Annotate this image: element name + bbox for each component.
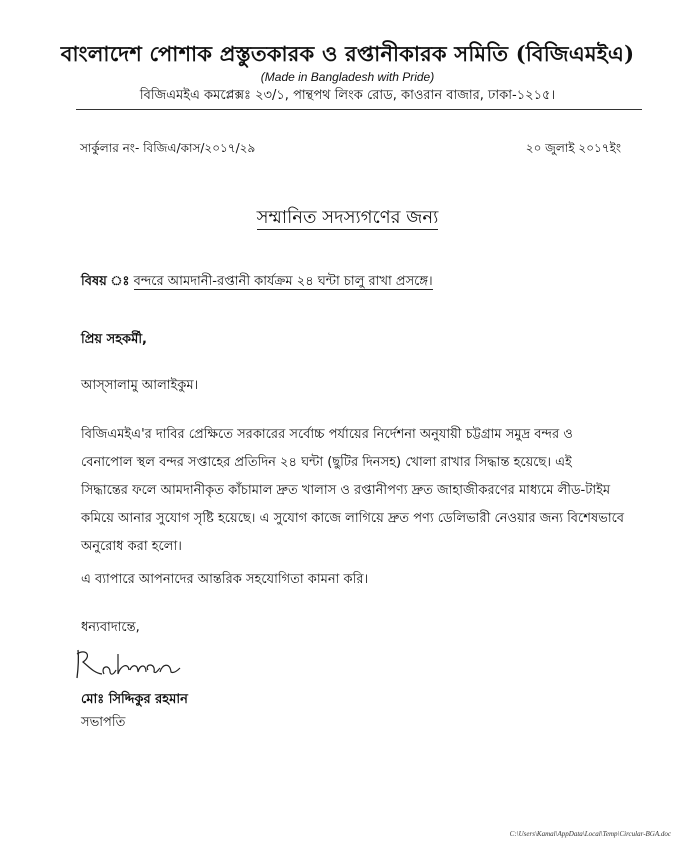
closing-paragraph: এ ব্যাপারে আপনাদের আন্তরিক সহযোগিতা কামনা করি। xyxy=(81,572,369,587)
recipient-headline xyxy=(0,203,695,234)
organization-address: বিজিএমইএ কমপ্লেক্সঃ ২৩/১, পান্থপথ লিংক রোড, কাওরান বাজার, ঢাকা-১২১৫। xyxy=(139,88,556,103)
salutation: প্রিয় সহকর্মী, xyxy=(81,332,147,347)
document-file-path: C:\Users\Kamal\AppData\Local\Temp\Circular-BGA.doc xyxy=(509,830,671,838)
body-line: বেনাপোল স্থল বন্দর সপ্তাহের প্রতিদিন ২৪ ঘন্টা (ছুটির দিনসহ) খোলা রাখার সিদ্ধান্ত হয়েছে। এই xyxy=(81,455,572,470)
organization-tagline: (Made in Bangladesh with Pride) xyxy=(260,70,435,84)
signer-title: সভাপতি xyxy=(81,715,126,730)
subject-label: বিষয় ঃ xyxy=(81,274,130,289)
signer-name: মোঃ সিদ্দিকুর রহমান xyxy=(81,692,188,707)
body-line: বিজিএমইএ'র দাবির প্রেক্ষিতে সরকারের সর্বোচ্চ পর্যায়ের নির্দেশনা অনুযায়ী চট্টগ্রাম সমুদ্র বন্দর ও xyxy=(81,427,573,442)
circular-number: সার্কুলার নং- বিজিএ/কাস/২০১৭/২৯ xyxy=(80,141,256,155)
body-line: কমিয়ে আনার সুযোগ সৃষ্টি হয়েছে। এ সুযোগ কাজে লাগিয়ে দ্রুত পণ্য ডেলিভারী নেওয়ার জন্য বিশেষভাবে xyxy=(81,511,625,526)
body-line: অনুরোধ করা হলো। xyxy=(81,539,182,554)
handwritten-signature xyxy=(74,640,184,682)
recipient-headline-text: সম্মানিত সদস্যগণের জন্য xyxy=(256,207,439,228)
organization-name: বাংলাদেশ পোশাক প্রস্তুতকারক ও রপ্তানীকারক সমিতি (বিজিএমইএ) xyxy=(60,41,635,66)
circular-date: ২০ জুলাই ২০১৭ইং xyxy=(525,141,621,155)
subject-line xyxy=(81,272,433,293)
valediction: ধন্যবাদান্তে, xyxy=(81,620,140,635)
body-line: সিদ্ধান্তের ফলে আমদানীকৃত কাঁচামাল দ্রুত খালাস ও রপ্তানীপণ্য দ্রুত জাহাজীকরণের মাধ্যমে লীড-টাইম xyxy=(81,483,611,498)
greeting: আস্সালামু আলাইকুম। xyxy=(81,378,199,393)
subject-text: বন্দরে আমদানী-রপ্তানী কার্যক্রম ২৪ ঘন্টা চালু রাখা প্রসঙ্গে। xyxy=(133,274,433,289)
letterhead-divider xyxy=(76,109,642,110)
